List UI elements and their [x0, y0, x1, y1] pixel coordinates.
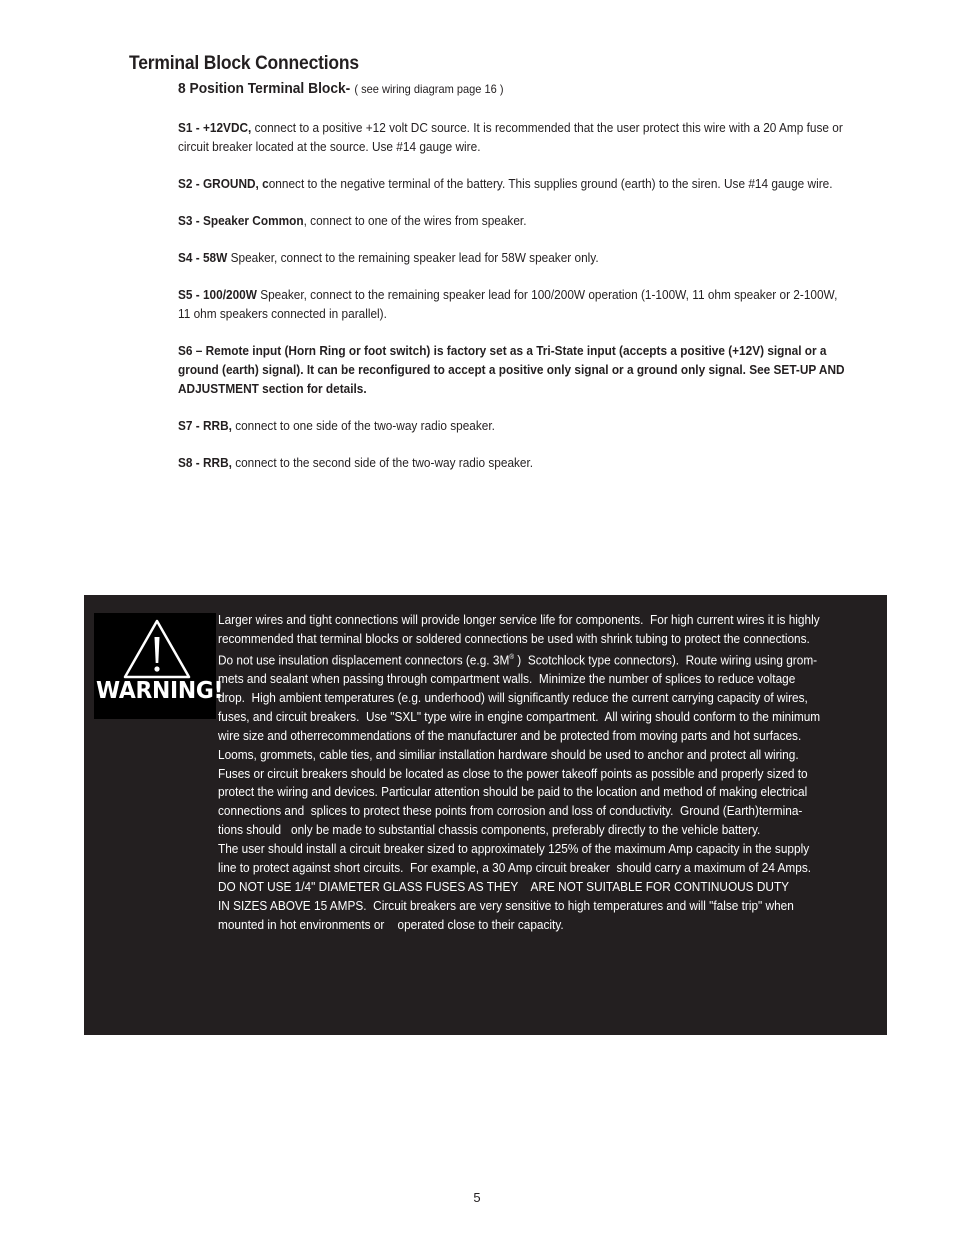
warning-line: line to protect against short circuits. For example, a 30 Amp circuit breaker should carry a maximum of 24 Amps.	[218, 860, 812, 876]
terminal-entry-s7	[178, 416, 851, 435]
warning-line-part: Do not use insulation displacement connectors (e.g. 3M	[218, 652, 510, 668]
warning-line	[218, 649, 864, 670]
entry-label: S1 - +12VDC,	[178, 120, 252, 135]
entry-label: S7 - RRB,	[178, 418, 232, 433]
section-title: Terminal Block Connections	[129, 53, 359, 74]
warning-line: mets and sealant when passing through compartment walls. Minimize the number of splices to reduce voltage	[218, 671, 796, 687]
entry-label: S2 - GROUND, c	[178, 176, 269, 191]
entry-text: connect to the second side of the two-way radio speaker.	[231, 455, 534, 470]
page-number: 5	[473, 1190, 481, 1205]
entry-text: Speaker, connect to the remaining speaker lead for 58W speaker only.	[227, 250, 599, 265]
warning-line: fuses, and circuit breakers. Use "SXL" type wire in engine compartment. All wiring should conform to the minimum	[218, 708, 821, 724]
entry-label: S6 – Remote input (Horn Ring or foot switch) is factory set as a Tri-State input (accepts a positive (+12V) signal or a ground (earth) signal). It can be reconfigured to accept a positive only signal or a ground only signal. See SET-UP AND ADJUSTMENT section for details.	[178, 343, 845, 396]
subtitle	[178, 80, 504, 98]
warning-line: Larger wires and tight connections will provide longer service life for components. For high current wires it is highly	[218, 612, 820, 627]
entry-text: , connect to one of the wires from speaker.	[303, 213, 527, 228]
entry-label: S3 - Speaker Common	[178, 213, 304, 228]
terminal-entry-s5	[178, 285, 851, 323]
warning-text	[218, 611, 864, 935]
terminal-entry-s3	[178, 211, 851, 230]
warning-line: connections and splices to protect these points from corrosion and loss of conductivity. Ground (Earth)termina-	[218, 803, 803, 819]
warning-line: Fuses or circuit breakers should be located as close to the power takeoff points as possible and properly sized to	[218, 765, 808, 781]
entry-text: Speaker, connect to the remaining speaker lead for 100/200W operation (1-100W, 11 ohm speaker or 2-100W, 11 ohm speakers connected in parallel).	[178, 287, 838, 321]
warning-line: mounted in hot environments or operated close to their capacity.	[218, 916, 564, 932]
warning-line: protect the wiring and devices. Particular attention should be paid to the location and method of making electrical	[218, 784, 808, 800]
warning-line: recommended that terminal blocks or soldered connections be used with shrink tubing to protect the connections.	[218, 630, 810, 646]
warning-line: IN SIZES ABOVE 15 AMPS. Circuit breakers are very sensitive to high temperatures and will "false trip" when	[218, 897, 794, 913]
warning-line-part: ) Scotchlock type connectors). Route wiring using grom-	[514, 652, 818, 668]
terminal-entry-s8	[178, 453, 851, 472]
warning-line: wire size and otherrecommendations of the manufacturer and be protected from moving parts and hot surfaces.	[218, 727, 802, 743]
terminal-entry-s6	[178, 341, 851, 398]
registered-mark: ®	[509, 653, 515, 661]
entry-text: connect to a positive +12 volt DC source. It is recommended that the user protect this wire with a 20 Amp fuse or circuit breaker located at the source. Use #14 gauge wire.	[178, 120, 843, 154]
warning-icon	[94, 613, 224, 719]
warning-box	[84, 595, 887, 1035]
warning-line: DO NOT USE 1/4" DIAMETER GLASS FUSES AS THEY ARE NOT SUITABLE FOR CONTINUOUS DUTY	[218, 879, 790, 895]
terminal-entry-s2	[178, 174, 851, 193]
entry-label: S4 - 58W	[178, 250, 228, 265]
warning-line: The user should install a circuit breaker sized to approximately 125% of the maximum Amp capacity in the supply	[218, 841, 810, 857]
entry-label: S5 - 100/200W	[178, 287, 257, 302]
warning-line: drop. High ambient temperatures (e.g. underhood) will significantly reduce the current carrying capacity of wires,	[218, 689, 808, 705]
warning-line: Looms, grommets, cable ties, and similiar installation hardware should be used to anchor and protect all wiring.	[218, 746, 799, 762]
terminal-entry-s4	[178, 248, 851, 267]
warning-line: tions should only be made to substantial chassis components, preferably directly to the vehicle battery.	[218, 822, 761, 838]
entry-text: onnect to the negative terminal of the battery. This supplies ground (earth) to the siren. Use #14 gauge wire.	[268, 176, 833, 191]
subtitle-heading: 8 Position Terminal Block-	[178, 80, 351, 97]
terminal-entry-s1	[178, 118, 851, 156]
entry-label: S8 - RRB,	[178, 455, 232, 470]
subtitle-note: ( see wiring diagram page 16 )	[354, 82, 504, 96]
entry-text: connect to one side of the two-way radio speaker.	[231, 418, 495, 433]
terminal-entry-list	[178, 118, 851, 490]
warning-label: WARNING!	[96, 678, 224, 704]
